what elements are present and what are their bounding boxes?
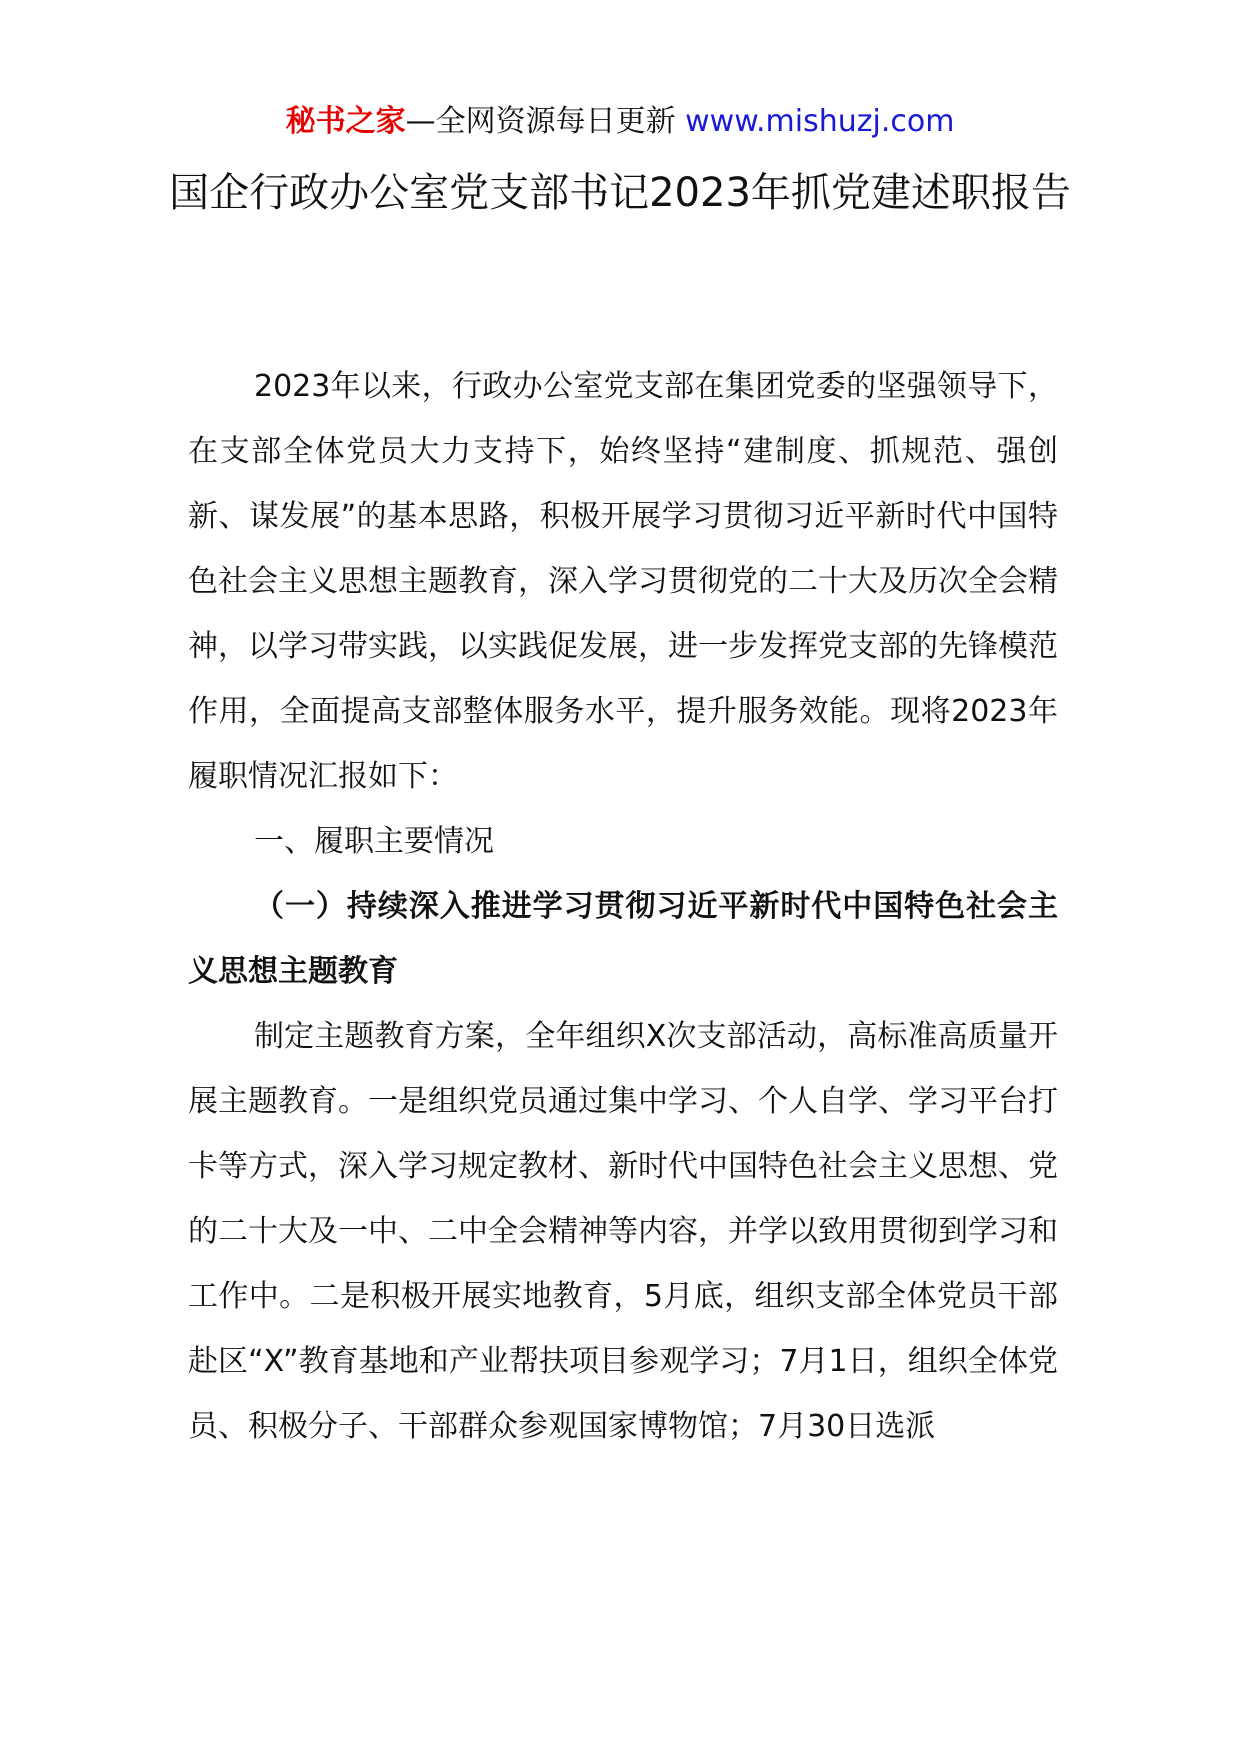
body-paragraph: 制定主题教育方案，全年组织X次支部活动，高标准高质量开展主题教育。一是组织党员通过集中学习、个人自学、学习平台打卡等方式，深入学习规定教材、新时代中国特色社会主义思想、党的二十大及一中、二中全会精神等内容，并学以致用贯彻到学习和工作中。二是积极开展实地教育，5月底，组织支部全体党员干部赴区“X”教育基地和产业帮扶项目参观学习；7月1日，组织全体党员、积极分子、干部群众参观国家博物馆；7月30日选派	[188, 1019, 1058, 1444]
section-heading: 一、履职主要情况	[254, 824, 494, 859]
document-body	[188, 354, 1058, 1459]
site-tagline: —全网资源每日更新	[405, 104, 686, 139]
subsection-heading: （一）持续深入推进学习贯彻习近平新时代中国特色社会主义思想主题教育	[188, 889, 1058, 989]
intro-paragraph: 2023年以来，行政办公室党支部在集团党委的坚强领导下，在支部全体党员大力支持下，始终坚持“建制度、抓规范、强创新、谋发展”的基本思路，积极开展学习贯彻习近平新时代中国特色社会主义思想主题教育，深入学习贯彻党的二十大及历次全会精神，以学习带实践，以实践促发展，进一步发挥党支部的先锋模范作用，全面提高支部整体服务水平，提升服务效能。现将2023年履职情况汇报如下：	[188, 369, 1058, 794]
document-title: 国企行政办公室党支部书记2023年抓党建述职报告	[169, 170, 1071, 216]
site-header	[0, 100, 1240, 144]
site-brand: 秘书之家	[285, 104, 406, 139]
site-url-link[interactable]: www.mishuzj.com	[685, 104, 955, 139]
